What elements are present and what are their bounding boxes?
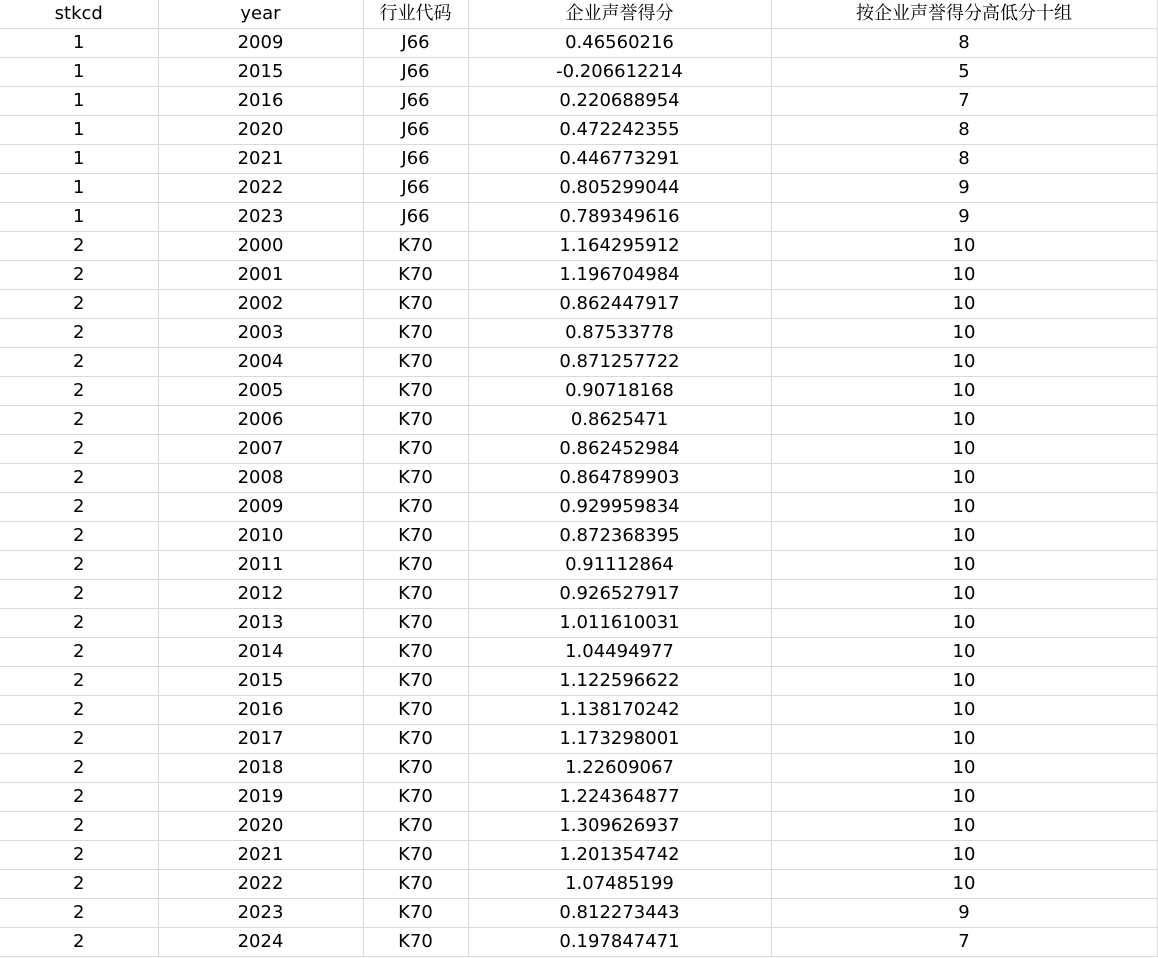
cell-stkcd[interactable]: 1 bbox=[0, 116, 158, 145]
cell-stkcd[interactable]: 2 bbox=[0, 232, 158, 261]
table-row bbox=[0, 609, 1157, 638]
cell-stkcd[interactable]: 1 bbox=[0, 203, 158, 232]
cell-reputation-score[interactable]: 1.22609067 bbox=[468, 754, 771, 783]
cell-year[interactable]: 2000 bbox=[158, 232, 363, 261]
cell-decile-group[interactable]: 10 bbox=[771, 580, 1157, 609]
cell-decile-group[interactable]: 10 bbox=[771, 841, 1157, 870]
table-row bbox=[0, 319, 1157, 348]
cell-industry-code[interactable]: J66 bbox=[363, 29, 468, 58]
cell-year[interactable]: 2003 bbox=[158, 319, 363, 348]
cell-stkcd[interactable]: 2 bbox=[0, 899, 158, 928]
cell-decile-group[interactable]: 10 bbox=[771, 754, 1157, 783]
cell-reputation-score[interactable]: 1.224364877 bbox=[468, 783, 771, 812]
cell-stkcd[interactable]: 2 bbox=[0, 667, 158, 696]
table-row bbox=[0, 203, 1157, 232]
cell-reputation-score[interactable]: -0.206612214 bbox=[468, 58, 771, 87]
table-row bbox=[0, 232, 1157, 261]
table-row bbox=[0, 435, 1157, 464]
cell-reputation-score[interactable]: 0.197847471 bbox=[468, 928, 771, 957]
cell-stkcd[interactable]: 2 bbox=[0, 638, 158, 667]
table-row bbox=[0, 174, 1157, 203]
cell-decile-group[interactable]: 10 bbox=[771, 319, 1157, 348]
cell-stkcd[interactable]: 2 bbox=[0, 464, 158, 493]
table-row bbox=[0, 87, 1157, 116]
cell-stkcd[interactable]: 2 bbox=[0, 435, 158, 464]
table-row bbox=[0, 783, 1157, 812]
table-row bbox=[0, 841, 1157, 870]
cell-industry-code[interactable]: K70 bbox=[363, 232, 468, 261]
table-row bbox=[0, 667, 1157, 696]
cell-reputation-score[interactable]: 1.173298001 bbox=[468, 725, 771, 754]
cell-industry-code[interactable]: J66 bbox=[363, 203, 468, 232]
cell-industry-code[interactable]: K70 bbox=[363, 377, 468, 406]
cell-reputation-score[interactable]: 0.872368395 bbox=[468, 522, 771, 551]
cell-stkcd[interactable]: 2 bbox=[0, 319, 158, 348]
cell-stkcd[interactable]: 2 bbox=[0, 841, 158, 870]
cell-stkcd[interactable]: 1 bbox=[0, 87, 158, 116]
cell-industry-code[interactable]: K70 bbox=[363, 638, 468, 667]
table-row bbox=[0, 261, 1157, 290]
table-row bbox=[0, 406, 1157, 435]
cell-reputation-score[interactable]: 1.011610031 bbox=[468, 609, 771, 638]
table-row bbox=[0, 145, 1157, 174]
cell-stkcd[interactable]: 2 bbox=[0, 406, 158, 435]
cell-stkcd[interactable]: 2 bbox=[0, 551, 158, 580]
cell-year[interactable]: 2023 bbox=[158, 899, 363, 928]
cell-stkcd[interactable]: 2 bbox=[0, 870, 158, 899]
table-row bbox=[0, 638, 1157, 667]
cell-reputation-score[interactable]: 1.164295912 bbox=[468, 232, 771, 261]
cell-industry-code[interactable]: K70 bbox=[363, 812, 468, 841]
cell-decile-group[interactable]: 8 bbox=[771, 29, 1157, 58]
table-row bbox=[0, 725, 1157, 754]
cell-industry-code[interactable]: K70 bbox=[363, 290, 468, 319]
cell-reputation-score[interactable]: 1.04494977 bbox=[468, 638, 771, 667]
cell-industry-code[interactable]: K70 bbox=[363, 928, 468, 957]
cell-reputation-score[interactable]: 1.309626937 bbox=[468, 812, 771, 841]
cell-industry-code[interactable]: K70 bbox=[363, 261, 468, 290]
cell-reputation-score[interactable]: 1.138170242 bbox=[468, 696, 771, 725]
cell-year[interactable]: 2009 bbox=[158, 493, 363, 522]
cell-industry-code[interactable]: J66 bbox=[363, 145, 468, 174]
cell-industry-code[interactable]: K70 bbox=[363, 725, 468, 754]
cell-decile-group[interactable]: 10 bbox=[771, 464, 1157, 493]
cell-stkcd[interactable]: 2 bbox=[0, 609, 158, 638]
cell-year[interactable]: 2019 bbox=[158, 783, 363, 812]
cell-decile-group[interactable]: 10 bbox=[771, 696, 1157, 725]
cell-decile-group[interactable]: 10 bbox=[771, 725, 1157, 754]
cell-stkcd[interactable]: 2 bbox=[0, 522, 158, 551]
cell-reputation-score[interactable]: 0.472242355 bbox=[468, 116, 771, 145]
cell-decile-group[interactable]: 10 bbox=[771, 667, 1157, 696]
cell-industry-code[interactable]: J66 bbox=[363, 174, 468, 203]
cell-decile-group[interactable]: 10 bbox=[771, 812, 1157, 841]
cell-industry-code[interactable]: K70 bbox=[363, 493, 468, 522]
cell-year[interactable]: 2024 bbox=[158, 928, 363, 957]
cell-decile-group[interactable]: 10 bbox=[771, 870, 1157, 899]
cell-year[interactable]: 2017 bbox=[158, 725, 363, 754]
cell-industry-code[interactable]: K70 bbox=[363, 783, 468, 812]
cell-decile-group[interactable]: 8 bbox=[771, 145, 1157, 174]
cell-year[interactable]: 2010 bbox=[158, 522, 363, 551]
table-row bbox=[0, 522, 1157, 551]
cell-reputation-score[interactable]: 0.871257722 bbox=[468, 348, 771, 377]
cell-decile-group[interactable]: 7 bbox=[771, 87, 1157, 116]
cell-reputation-score[interactable]: 1.196704984 bbox=[468, 261, 771, 290]
cell-industry-code[interactable]: K70 bbox=[363, 696, 468, 725]
cell-decile-group[interactable]: 10 bbox=[771, 261, 1157, 290]
cell-industry-code[interactable]: K70 bbox=[363, 435, 468, 464]
cell-decile-group[interactable]: 9 bbox=[771, 203, 1157, 232]
cell-year[interactable]: 2020 bbox=[158, 812, 363, 841]
cell-stkcd[interactable]: 2 bbox=[0, 261, 158, 290]
cell-reputation-score[interactable]: 0.46560216 bbox=[468, 29, 771, 58]
table-row bbox=[0, 348, 1157, 377]
table-row bbox=[0, 290, 1157, 319]
cell-reputation-score[interactable]: 0.862452984 bbox=[468, 435, 771, 464]
cell-stkcd[interactable]: 2 bbox=[0, 812, 158, 841]
table-row bbox=[0, 58, 1157, 87]
cell-decile-group[interactable]: 10 bbox=[771, 377, 1157, 406]
cell-decile-group[interactable]: 9 bbox=[771, 174, 1157, 203]
cell-year[interactable]: 2002 bbox=[158, 290, 363, 319]
cell-reputation-score[interactable]: 1.122596622 bbox=[468, 667, 771, 696]
cell-year[interactable]: 2013 bbox=[158, 609, 363, 638]
cell-stkcd[interactable]: 2 bbox=[0, 928, 158, 957]
cell-decile-group[interactable]: 10 bbox=[771, 348, 1157, 377]
cell-year[interactable]: 2006 bbox=[158, 406, 363, 435]
table-row bbox=[0, 464, 1157, 493]
cell-reputation-score[interactable]: 0.862447917 bbox=[468, 290, 771, 319]
cell-reputation-score[interactable]: 1.07485199 bbox=[468, 870, 771, 899]
cell-industry-code[interactable]: K70 bbox=[363, 406, 468, 435]
cell-year[interactable]: 2016 bbox=[158, 696, 363, 725]
cell-industry-code[interactable]: K70 bbox=[363, 609, 468, 638]
cell-stkcd[interactable]: 2 bbox=[0, 696, 158, 725]
table-row bbox=[0, 899, 1157, 928]
table-row bbox=[0, 928, 1157, 957]
cell-reputation-score[interactable]: 0.812273443 bbox=[468, 899, 771, 928]
cell-year[interactable]: 2021 bbox=[158, 145, 363, 174]
cell-reputation-score[interactable]: 1.201354742 bbox=[468, 841, 771, 870]
cell-stkcd[interactable]: 2 bbox=[0, 754, 158, 783]
cell-stkcd[interactable]: 2 bbox=[0, 348, 158, 377]
cell-decile-group[interactable]: 5 bbox=[771, 58, 1157, 87]
cell-year[interactable]: 2008 bbox=[158, 464, 363, 493]
table-body bbox=[0, 29, 1157, 957]
cell-decile-group[interactable]: 10 bbox=[771, 551, 1157, 580]
cell-stkcd[interactable]: 1 bbox=[0, 29, 158, 58]
cell-industry-code[interactable]: J66 bbox=[363, 116, 468, 145]
cell-year[interactable]: 2014 bbox=[158, 638, 363, 667]
cell-reputation-score[interactable]: 0.789349616 bbox=[468, 203, 771, 232]
cell-reputation-score[interactable]: 0.91112864 bbox=[468, 551, 771, 580]
table-row bbox=[0, 551, 1157, 580]
cell-year[interactable]: 2023 bbox=[158, 203, 363, 232]
table-row bbox=[0, 493, 1157, 522]
table-row bbox=[0, 870, 1157, 899]
cell-stkcd[interactable]: 2 bbox=[0, 783, 158, 812]
cell-industry-code[interactable]: K70 bbox=[363, 348, 468, 377]
cell-decile-group[interactable]: 10 bbox=[771, 522, 1157, 551]
table-row bbox=[0, 754, 1157, 783]
table-row bbox=[0, 116, 1157, 145]
cell-decile-group[interactable]: 10 bbox=[771, 638, 1157, 667]
cell-decile-group[interactable]: 7 bbox=[771, 928, 1157, 957]
cell-decile-group[interactable]: 10 bbox=[771, 435, 1157, 464]
cell-stkcd[interactable]: 2 bbox=[0, 725, 158, 754]
cell-year[interactable]: 2015 bbox=[158, 667, 363, 696]
cell-reputation-score[interactable]: 0.929959834 bbox=[468, 493, 771, 522]
header-reputation-score[interactable]: 企业声誉得分 bbox=[468, 0, 771, 29]
cell-stkcd[interactable]: 1 bbox=[0, 58, 158, 87]
table-row bbox=[0, 377, 1157, 406]
cell-decile-group[interactable]: 8 bbox=[771, 116, 1157, 145]
cell-year[interactable]: 2004 bbox=[158, 348, 363, 377]
table-row bbox=[0, 580, 1157, 609]
cell-industry-code[interactable]: K70 bbox=[363, 464, 468, 493]
cell-decile-group[interactable]: 10 bbox=[771, 493, 1157, 522]
cell-stkcd[interactable]: 2 bbox=[0, 580, 158, 609]
cell-year[interactable]: 2020 bbox=[158, 116, 363, 145]
cell-industry-code[interactable]: K70 bbox=[363, 899, 468, 928]
cell-year[interactable]: 2005 bbox=[158, 377, 363, 406]
cell-year[interactable]: 2007 bbox=[158, 435, 363, 464]
cell-year[interactable]: 2009 bbox=[158, 29, 363, 58]
header-industry-code[interactable]: 行业代码 bbox=[363, 0, 468, 29]
cell-year[interactable]: 2015 bbox=[158, 58, 363, 87]
cell-year[interactable]: 2022 bbox=[158, 870, 363, 899]
cell-industry-code[interactable]: K70 bbox=[363, 754, 468, 783]
table-row bbox=[0, 696, 1157, 725]
cell-industry-code[interactable]: K70 bbox=[363, 551, 468, 580]
cell-industry-code[interactable]: K70 bbox=[363, 841, 468, 870]
cell-year[interactable]: 2012 bbox=[158, 580, 363, 609]
cell-reputation-score[interactable]: 0.926527917 bbox=[468, 580, 771, 609]
cell-industry-code[interactable]: K70 bbox=[363, 870, 468, 899]
cell-year[interactable]: 2011 bbox=[158, 551, 363, 580]
cell-industry-code[interactable]: K70 bbox=[363, 667, 468, 696]
cell-stkcd[interactable]: 2 bbox=[0, 377, 158, 406]
cell-decile-group[interactable]: 10 bbox=[771, 232, 1157, 261]
cell-industry-code[interactable]: J66 bbox=[363, 58, 468, 87]
header-year[interactable]: year bbox=[158, 0, 363, 29]
cell-reputation-score[interactable]: 0.805299044 bbox=[468, 174, 771, 203]
cell-decile-group[interactable]: 10 bbox=[771, 406, 1157, 435]
cell-year[interactable]: 2016 bbox=[158, 87, 363, 116]
cell-industry-code[interactable]: K70 bbox=[363, 522, 468, 551]
header-row bbox=[0, 0, 1157, 29]
cell-stkcd[interactable]: 2 bbox=[0, 290, 158, 319]
header-stkcd[interactable]: stkcd bbox=[0, 0, 158, 29]
cell-reputation-score[interactable]: 0.8625471 bbox=[468, 406, 771, 435]
cell-decile-group[interactable]: 10 bbox=[771, 290, 1157, 319]
cell-reputation-score[interactable]: 0.864789903 bbox=[468, 464, 771, 493]
cell-decile-group[interactable]: 10 bbox=[771, 783, 1157, 812]
cell-industry-code[interactable]: J66 bbox=[363, 87, 468, 116]
cell-stkcd[interactable]: 2 bbox=[0, 493, 158, 522]
cell-reputation-score[interactable]: 0.220688954 bbox=[468, 87, 771, 116]
cell-reputation-score[interactable]: 0.90718168 bbox=[468, 377, 771, 406]
cell-year[interactable]: 2001 bbox=[158, 261, 363, 290]
cell-year[interactable]: 2022 bbox=[158, 174, 363, 203]
cell-reputation-score[interactable]: 0.87533778 bbox=[468, 319, 771, 348]
cell-stkcd[interactable]: 1 bbox=[0, 145, 158, 174]
table-row bbox=[0, 812, 1157, 841]
header-decile-group[interactable]: 按企业声誉得分高低分十组 bbox=[771, 0, 1157, 29]
cell-decile-group[interactable]: 9 bbox=[771, 899, 1157, 928]
cell-year[interactable]: 2021 bbox=[158, 841, 363, 870]
cell-industry-code[interactable]: K70 bbox=[363, 319, 468, 348]
cell-stkcd[interactable]: 1 bbox=[0, 174, 158, 203]
cell-industry-code[interactable]: K70 bbox=[363, 580, 468, 609]
cell-decile-group[interactable]: 10 bbox=[771, 609, 1157, 638]
cell-year[interactable]: 2018 bbox=[158, 754, 363, 783]
cell-reputation-score[interactable]: 0.446773291 bbox=[468, 145, 771, 174]
table-row bbox=[0, 29, 1157, 58]
